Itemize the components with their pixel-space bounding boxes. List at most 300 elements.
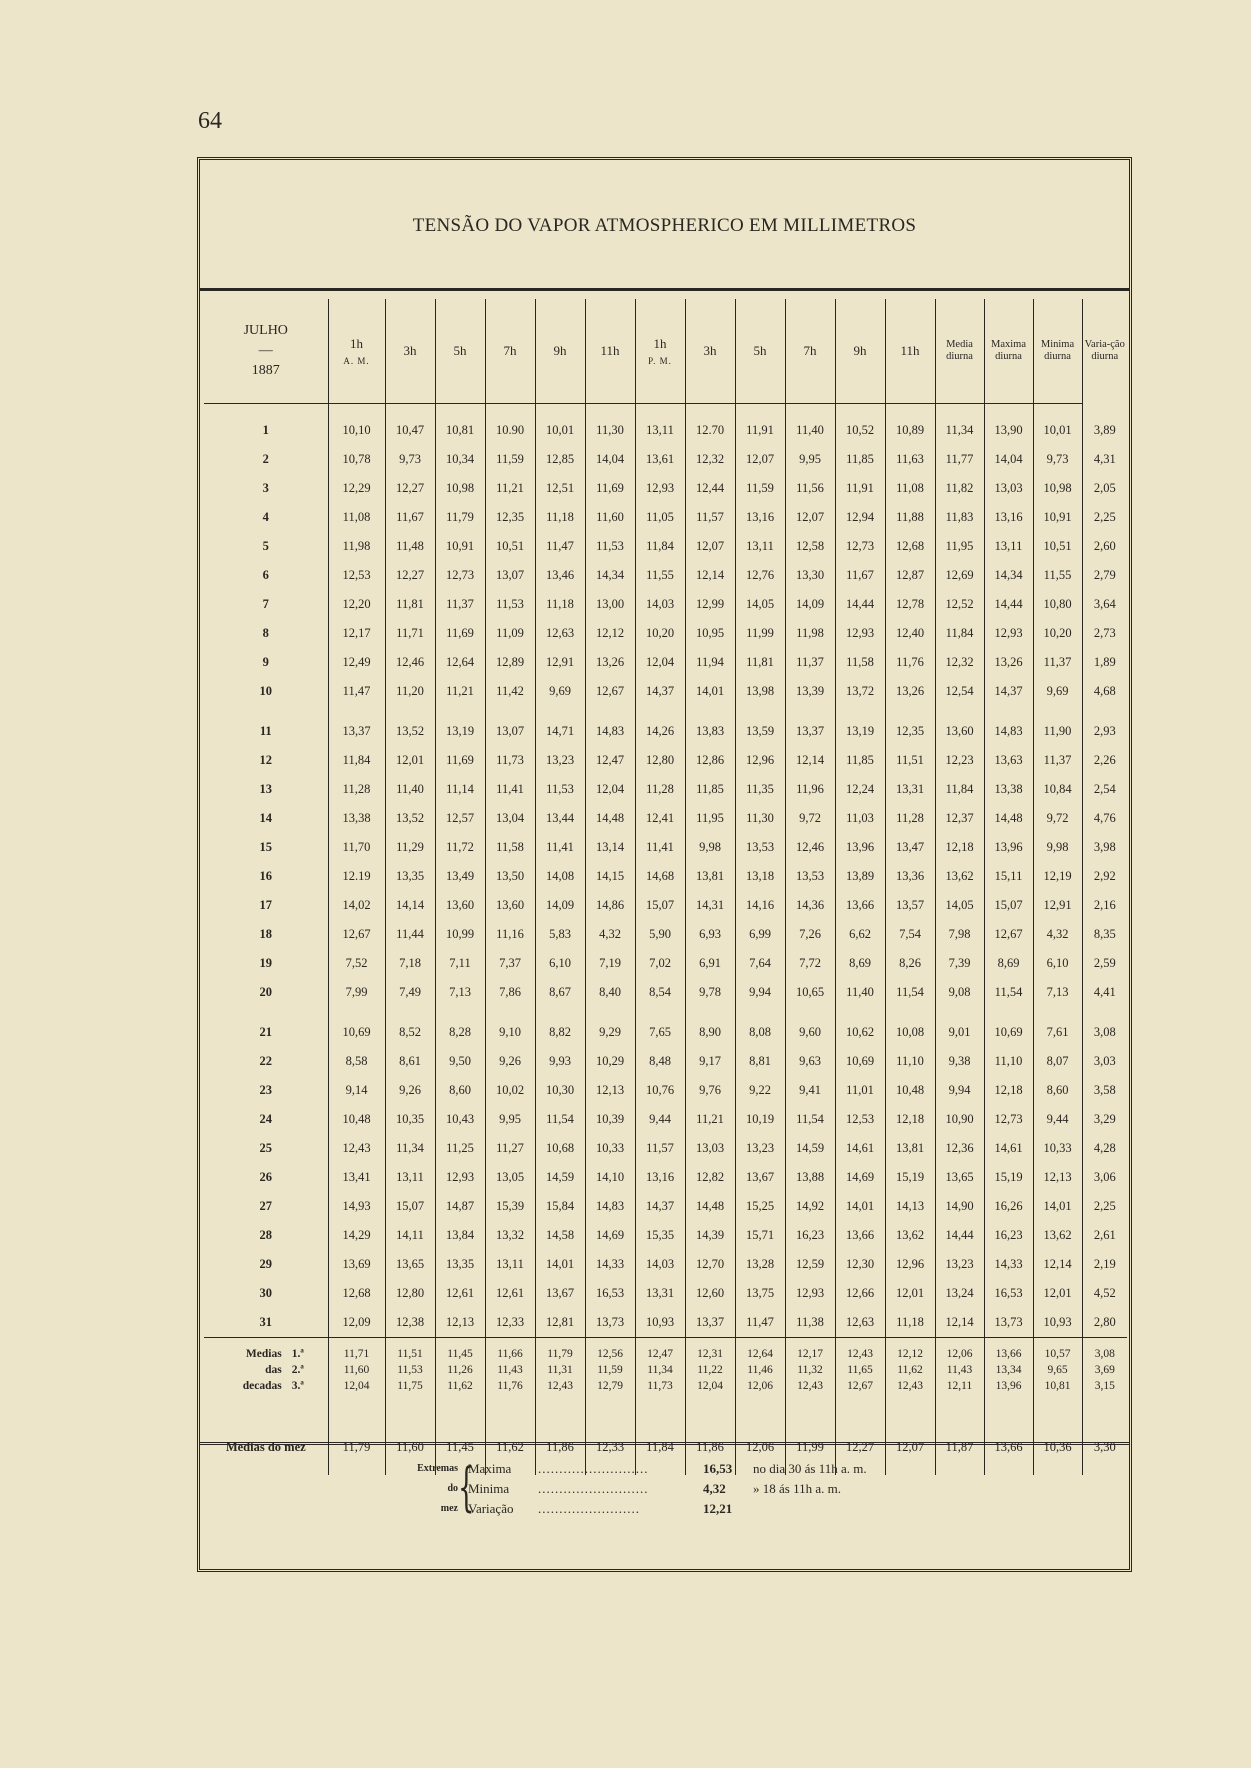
value-cell: 15,07 [984, 891, 1033, 920]
header-hour: 1h P. M. [635, 299, 685, 403]
value-cell: 11,59 [735, 474, 785, 503]
value-cell: 13,57 [885, 891, 935, 920]
value-cell: 12,70 [685, 1250, 735, 1279]
value-cell: 10,35 [385, 1105, 435, 1134]
extreme-value: 16,53 [703, 1461, 733, 1476]
decade-value: 12,43 [835, 1337, 885, 1362]
value-cell: 13,61 [635, 445, 685, 474]
value-cell: 12,93 [835, 619, 885, 648]
day-cell: 24 [204, 1105, 328, 1134]
month-mean-value: 12,06 [735, 1398, 785, 1475]
decade-row [204, 1337, 1127, 1362]
value-cell: 6,10 [535, 949, 585, 978]
value-cell: 14,83 [984, 717, 1033, 746]
value-cell: 12,68 [885, 532, 935, 561]
value-cell: 13,03 [984, 474, 1033, 503]
page-number: 64 [198, 108, 222, 134]
value-cell: 13,04 [485, 804, 535, 833]
value-cell: 10,51 [485, 532, 535, 561]
value-cell: 7,11 [435, 949, 485, 978]
value-cell: 13,65 [385, 1250, 435, 1279]
value-cell: 2,54 [1093, 781, 1116, 796]
header-hour: 11h [885, 299, 935, 403]
value-cell: 12,32 [685, 445, 735, 474]
decade-value: 12,64 [735, 1337, 785, 1362]
value-cell: 11,44 [385, 920, 435, 949]
month-mean-value: 11,62 [485, 1398, 535, 1475]
value-cell: 11,37 [435, 590, 485, 619]
header-hour: 7h [785, 299, 835, 403]
value-cell: 11,73 [485, 746, 535, 775]
value-cell: 11,55 [1033, 561, 1082, 590]
value-cell: 14,03 [635, 1250, 685, 1279]
day-cell: 27 [204, 1192, 328, 1221]
value-cell: 10,33 [585, 1134, 635, 1163]
value-cell: 10,19 [735, 1105, 785, 1134]
value-cell: 12,73 [984, 1105, 1033, 1134]
value-cell: 9,94 [935, 1076, 984, 1105]
value-cell: 15,19 [885, 1163, 935, 1192]
value-cell: 11,18 [535, 503, 585, 532]
extremes-labels [388, 1459, 458, 1519]
value-cell: 14,37 [635, 677, 685, 706]
value-cell: 11,53 [535, 775, 585, 804]
value-cell: 13,90 [984, 416, 1033, 445]
value-cell: 12,44 [685, 474, 735, 503]
value-cell: 12,18 [984, 1076, 1033, 1105]
value-cell: 13,41 [328, 1163, 385, 1192]
value-cell: 12,38 [385, 1308, 435, 1338]
value-cell: 12,24 [835, 775, 885, 804]
value-cell: 11,94 [685, 648, 735, 677]
value-cell: 9,17 [685, 1047, 735, 1076]
value-cell: 13,16 [735, 503, 785, 532]
value-cell: 11,90 [1033, 717, 1082, 746]
value-cell: 14,59 [535, 1163, 585, 1192]
extreme-name: Maxima [468, 1461, 512, 1476]
value-cell: 7,13 [435, 978, 485, 1007]
decade-number: 2.ª [291, 1363, 304, 1376]
value-cell: 13,67 [735, 1163, 785, 1192]
value-cell: 11,10 [984, 1047, 1033, 1076]
value-cell: 11,47 [328, 677, 385, 706]
decade-value: 13,96 [984, 1378, 1033, 1398]
extreme-value: 4,32 [703, 1481, 726, 1496]
value-cell: 14,48 [984, 804, 1033, 833]
value-cell: 13,66 [835, 1221, 885, 1250]
value-cell: 2,19 [1093, 1256, 1116, 1271]
month-mean-value: 10,36 [1033, 1398, 1082, 1475]
value-cell: 11,85 [685, 775, 735, 804]
value-cell: 11,60 [585, 503, 635, 532]
value-cell: 14,33 [984, 1250, 1033, 1279]
value-cell: 2,79 [1093, 567, 1116, 582]
value-cell: 7,64 [735, 949, 785, 978]
value-cell: 13,67 [535, 1279, 585, 1308]
value-cell: 10,93 [635, 1308, 685, 1338]
decade-group-label: decadas [242, 1379, 282, 1392]
value-cell: 8,60 [1033, 1076, 1082, 1105]
value-cell: 13,24 [935, 1279, 984, 1308]
value-cell: 1,89 [1093, 654, 1116, 669]
value-cell: 11,72 [435, 833, 485, 862]
value-cell: 11,98 [785, 619, 835, 648]
value-cell: 14,29 [328, 1221, 385, 1250]
value-cell: 10,69 [328, 1018, 385, 1047]
value-cell: 14,48 [585, 804, 635, 833]
value-cell: 7,54 [885, 920, 935, 949]
value-cell: 11,01 [835, 1076, 885, 1105]
table-row [204, 833, 1127, 862]
table-row [204, 1221, 1127, 1250]
value-cell: 2,26 [1093, 752, 1116, 767]
value-cell: 14,92 [785, 1192, 835, 1221]
title-rule [200, 288, 1129, 291]
value-cell: 11,47 [735, 1308, 785, 1338]
table-row [204, 717, 1127, 746]
value-cell: 14,31 [685, 891, 735, 920]
value-cell: 14,11 [385, 1221, 435, 1250]
value-cell: 12,76 [735, 561, 785, 590]
extremes-rows [468, 1459, 1028, 1519]
value-cell: 6,99 [735, 920, 785, 949]
day-cell: 6 [204, 561, 328, 590]
decade-value: 11,71 [328, 1337, 385, 1362]
value-cell: 16,53 [984, 1279, 1033, 1308]
value-cell: 7,61 [1033, 1018, 1082, 1047]
value-cell: 12,91 [535, 648, 585, 677]
value-cell: 10,01 [535, 416, 585, 445]
decade-value: 3,69 [1094, 1363, 1115, 1376]
table-row [204, 1018, 1127, 1047]
decade-value: 12,06 [735, 1378, 785, 1398]
value-cell: 6,62 [835, 920, 885, 949]
decade-value: 12,43 [785, 1378, 835, 1398]
value-cell: 11,59 [485, 445, 535, 474]
day-cell: 29 [204, 1250, 328, 1279]
value-cell: 7,02 [635, 949, 685, 978]
value-cell: 13,30 [785, 561, 835, 590]
value-cell: 10,95 [685, 619, 735, 648]
value-cell: 9,72 [785, 804, 835, 833]
table-row [204, 1192, 1127, 1221]
table-row [204, 474, 1127, 503]
value-cell: 12,67 [984, 920, 1033, 949]
header-hour: 7h [485, 299, 535, 403]
value-cell: 12,14 [935, 1308, 984, 1338]
value-cell: 8,52 [385, 1018, 435, 1047]
day-cell: 5 [204, 532, 328, 561]
value-cell: 13,39 [785, 677, 835, 706]
value-cell: 14,61 [984, 1134, 1033, 1163]
value-cell: 11,18 [885, 1308, 935, 1338]
value-cell: 9,73 [1033, 445, 1082, 474]
value-cell: 12,67 [328, 920, 385, 949]
value-cell: 9,41 [785, 1076, 835, 1105]
value-cell: 12,37 [935, 804, 984, 833]
value-cell: 13,60 [435, 891, 485, 920]
bottom-rule [200, 1442, 1129, 1445]
day-cell: 8 [204, 619, 328, 648]
value-cell: 13,60 [485, 891, 535, 920]
value-cell: 12,07 [685, 532, 735, 561]
value-cell: 11,40 [385, 775, 435, 804]
value-cell: 11,37 [1033, 648, 1082, 677]
value-cell: 11,63 [885, 445, 935, 474]
value-cell: 10,01 [1033, 416, 1082, 445]
value-cell: 8,61 [385, 1047, 435, 1076]
value-cell: 12,52 [935, 590, 984, 619]
value-cell: 16,53 [585, 1279, 635, 1308]
month-mean-value: 12,27 [835, 1398, 885, 1475]
value-cell: 14,34 [984, 561, 1033, 590]
value-cell: 15,35 [635, 1221, 685, 1250]
day-cell: 2 [204, 445, 328, 474]
value-cell: 14,01 [835, 1192, 885, 1221]
value-cell: 8,35 [1093, 926, 1116, 941]
table-frame [197, 157, 1132, 1572]
header-hour: 5h [435, 299, 485, 403]
table-body [204, 403, 1127, 1475]
value-cell: 11,41 [485, 775, 535, 804]
value-cell: 11,34 [385, 1134, 435, 1163]
value-cell: 13,49 [435, 862, 485, 891]
value-cell: 10,78 [328, 445, 385, 474]
value-cell: 13,11 [385, 1163, 435, 1192]
value-cell: 13,73 [984, 1308, 1033, 1338]
value-cell: 13,07 [485, 561, 535, 590]
value-cell: 11,37 [1033, 746, 1082, 775]
value-cell: 7,65 [635, 1018, 685, 1047]
spacer-row [204, 1007, 1127, 1018]
value-cell: 14,09 [785, 590, 835, 619]
value-cell: 4,32 [1033, 920, 1082, 949]
decade-value: 11,45 [435, 1337, 485, 1362]
header-hour: 3h [685, 299, 735, 403]
value-cell: 12,14 [785, 746, 835, 775]
value-cell: 10,10 [328, 416, 385, 445]
value-cell: 11,99 [735, 619, 785, 648]
decade-value: 11,31 [535, 1362, 585, 1378]
value-cell: 6,10 [1033, 949, 1082, 978]
value-cell: 2,60 [1093, 538, 1116, 553]
value-cell: 11,48 [385, 532, 435, 561]
value-cell: 14,71 [535, 717, 585, 746]
value-cell: 11,98 [328, 532, 385, 561]
decade-row [204, 1362, 1127, 1378]
value-cell: 7,26 [785, 920, 835, 949]
value-cell: 10,30 [535, 1076, 585, 1105]
value-cell: 13,96 [835, 833, 885, 862]
table-row [204, 1308, 1127, 1338]
value-cell: 13,81 [885, 1134, 935, 1163]
value-cell: 10,65 [785, 978, 835, 1007]
value-cell: 8,69 [984, 949, 1033, 978]
value-cell: 11,27 [485, 1134, 535, 1163]
value-cell: 12,67 [585, 677, 635, 706]
decade-value: 11,62 [885, 1362, 935, 1378]
value-cell: 11,41 [535, 833, 585, 862]
value-cell: 9,63 [785, 1047, 835, 1076]
value-cell: 11,91 [835, 474, 885, 503]
value-cell: 11,53 [585, 532, 635, 561]
value-cell: 15,11 [984, 862, 1033, 891]
value-cell: 11,21 [485, 474, 535, 503]
decade-value: 11,46 [735, 1362, 785, 1378]
value-cell: 14,01 [1033, 1192, 1082, 1221]
extremes-block [200, 1459, 1129, 1529]
value-cell: 12,82 [685, 1163, 735, 1192]
value-cell: 13,26 [984, 648, 1033, 677]
value-cell: 9,44 [635, 1105, 685, 1134]
value-cell: 11,34 [935, 416, 984, 445]
value-cell: 2,93 [1093, 723, 1116, 738]
value-cell: 14,01 [535, 1250, 585, 1279]
value-cell: 14,83 [585, 717, 635, 746]
spacer-row [204, 403, 1127, 416]
value-cell: 10,80 [1033, 590, 1082, 619]
value-cell: 7,19 [585, 949, 635, 978]
leader-dots: ........................ [538, 1501, 640, 1516]
day-cell: 22 [204, 1047, 328, 1076]
value-cell: 8,69 [835, 949, 885, 978]
brace-icon: { [458, 1458, 475, 1518]
value-cell: 15,39 [485, 1192, 535, 1221]
value-cell: 10,43 [435, 1105, 485, 1134]
value-cell: 8,54 [635, 978, 685, 1007]
extreme-value: 12,21 [703, 1501, 733, 1516]
value-cell: 7,13 [1033, 978, 1082, 1007]
value-cell: 11,28 [885, 804, 935, 833]
value-cell: 11,16 [485, 920, 535, 949]
decade-value: 11,65 [835, 1362, 885, 1378]
value-cell: 12,91 [1033, 891, 1082, 920]
day-cell: 28 [204, 1221, 328, 1250]
value-cell: 11,67 [385, 503, 435, 532]
header-maxima: Maxima diurna [984, 299, 1033, 403]
day-cell: 25 [204, 1134, 328, 1163]
decade-value: 11,75 [385, 1378, 435, 1398]
decade-value: 12,47 [635, 1337, 685, 1362]
month-mean-value: 12,07 [885, 1398, 935, 1475]
value-cell: 12,89 [485, 648, 535, 677]
value-cell: 12,30 [835, 1250, 885, 1279]
value-cell: 11,84 [935, 619, 984, 648]
value-cell: 3,89 [1093, 422, 1116, 437]
value-cell: 13,37 [785, 717, 835, 746]
value-cell: 7,99 [328, 978, 385, 1007]
value-cell: 2,59 [1093, 955, 1116, 970]
decade-value: 12,43 [535, 1378, 585, 1398]
value-cell: 10,52 [835, 416, 885, 445]
value-cell: 11,84 [328, 746, 385, 775]
value-cell: 10,68 [535, 1134, 585, 1163]
value-cell: 8,58 [328, 1047, 385, 1076]
table-row [204, 804, 1127, 833]
value-cell: 14,59 [785, 1134, 835, 1163]
value-cell: 3,58 [1093, 1082, 1116, 1097]
value-cell: 7,52 [328, 949, 385, 978]
value-cell: 7,18 [385, 949, 435, 978]
value-cell: 12,93 [984, 619, 1033, 648]
value-cell: 12,23 [935, 746, 984, 775]
extreme-when: » 18 ás 11h a. m. [753, 1481, 841, 1496]
value-cell: 12,86 [685, 746, 735, 775]
value-cell: 13,16 [635, 1163, 685, 1192]
value-cell: 10,98 [435, 474, 485, 503]
value-cell: 10,20 [1033, 619, 1082, 648]
value-cell: 12,29 [328, 474, 385, 503]
value-cell: 14,16 [735, 891, 785, 920]
value-cell: 10,81 [435, 416, 485, 445]
value-cell: 4,28 [1093, 1140, 1116, 1155]
day-cell: 12 [204, 746, 328, 775]
value-cell: 13,23 [735, 1134, 785, 1163]
value-cell: 12,53 [835, 1105, 885, 1134]
value-cell: 13,36 [885, 862, 935, 891]
value-cell: 14,83 [585, 1192, 635, 1221]
table-row [204, 1105, 1127, 1134]
value-cell: 4,52 [1093, 1285, 1116, 1300]
value-cell: 13,35 [385, 862, 435, 891]
value-cell: 13,96 [984, 833, 1033, 862]
value-cell: 12,73 [435, 561, 485, 590]
value-cell: 13,52 [385, 804, 435, 833]
value-cell: 11,56 [785, 474, 835, 503]
value-cell: 10,48 [328, 1105, 385, 1134]
header-hour: 9h [835, 299, 885, 403]
spacer-row [204, 706, 1127, 717]
value-cell: 10,91 [1033, 503, 1082, 532]
value-cell: 12,85 [535, 445, 585, 474]
table-row [204, 561, 1127, 590]
decade-value: 11,62 [435, 1378, 485, 1398]
value-cell: 13,52 [385, 717, 435, 746]
value-cell: 10,34 [435, 445, 485, 474]
value-cell: 11,30 [585, 416, 635, 445]
value-cell: 12,43 [328, 1134, 385, 1163]
value-cell: 3,06 [1093, 1169, 1116, 1184]
decade-value: 12,11 [935, 1378, 984, 1398]
am-label: A. M. [343, 355, 370, 366]
value-cell: 13,18 [735, 862, 785, 891]
value-cell: 11,20 [385, 677, 435, 706]
value-cell: 7,98 [935, 920, 984, 949]
decade-number: 3.ª [291, 1379, 304, 1392]
value-cell: 13,38 [984, 775, 1033, 804]
value-cell: 9,38 [935, 1047, 984, 1076]
decade-value: 11,34 [635, 1362, 685, 1378]
decade-value: 12,67 [835, 1378, 885, 1398]
value-cell: 13,81 [685, 862, 735, 891]
value-cell: 12,47 [585, 746, 635, 775]
day-cell: 31 [204, 1308, 328, 1338]
day-cell: 11 [204, 717, 328, 746]
value-cell: 13,44 [535, 804, 585, 833]
value-cell: 10,76 [635, 1076, 685, 1105]
table-row [204, 1047, 1127, 1076]
value-cell: 9,50 [435, 1047, 485, 1076]
table-row [204, 532, 1127, 561]
value-cell: 11,57 [685, 503, 735, 532]
table-row [204, 677, 1127, 706]
value-cell: 10,20 [635, 619, 685, 648]
value-cell: 2,61 [1093, 1227, 1116, 1242]
decade-value: 11,79 [535, 1337, 585, 1362]
value-cell: 12,01 [1033, 1279, 1082, 1308]
value-cell: 11,69 [435, 619, 485, 648]
day-cell: 19 [204, 949, 328, 978]
